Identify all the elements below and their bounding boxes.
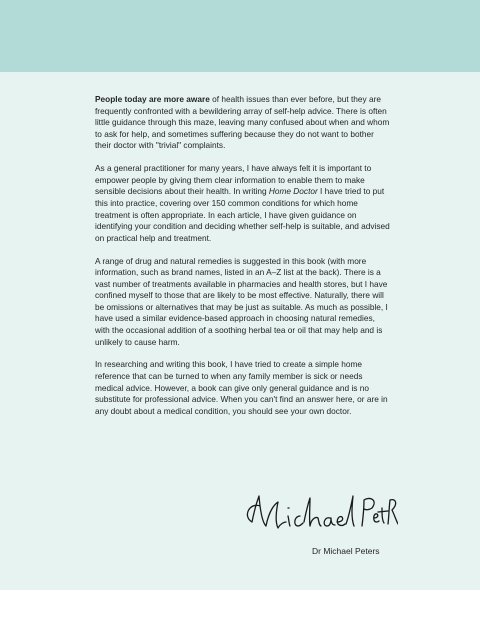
lead-phrase: People today are more aware (95, 94, 210, 104)
paragraph-2-after: I have tried to put this into practice, covering over 150 common conditions for which home treatment is often appropriate. In each article, I have given guidance on identifying your condition and deciding whether self-help is suitable, and advised on practical help and treatment. (95, 186, 390, 243)
paragraph-3: A range of drug and natural remedies is suggested in this book (with more information, such as brand names, listed in an A–Z list at the back). There is a vast number of treatments available in pharmacies and health stores, but I have confined myself to those that are likely to be most effective. Naturally, there will be omissions or alternatives that may be just as suitable. As much as possible, I have used a similar evidence-based approach in choosing natural remedies, with the occasional addition of a soothing herbal tea or oil that may help and is unlikely to cause harm. (95, 255, 388, 347)
paragraph-2 (95, 163, 391, 244)
paragraph-4: In researching and writing this book, I have tried to create a simple home reference that can be turned to when any family member is sick or needs medical advice. However, a book can give only general guidance and is no substitute for professional advice. When you can't find an answer here, or are in any doubt about a medical condition, you should see your own doctor. (95, 359, 388, 416)
author-name: Dr Michael Peters (312, 546, 380, 556)
book-title: Home Doctor (268, 186, 318, 197)
paragraph-1-text: of health issues than ever before, but they are frequently confronted with a bewildering array of self-help advice. There is often little guidance through this maze, leaving many confused about when and whom to ask for help, and sometimes suffering because they do not want to bother their doctor with "trivial" complaints. (95, 94, 390, 151)
body-text (95, 94, 391, 429)
paragraph-1 (95, 94, 391, 152)
handwritten-signature (238, 482, 398, 540)
paragraph-2-before: As a general practitioner for many years, I have always felt it is important to empower people by giving them clear information to enable them to make sensible decisions about their health. In writing (95, 163, 372, 197)
header-band (0, 0, 480, 72)
